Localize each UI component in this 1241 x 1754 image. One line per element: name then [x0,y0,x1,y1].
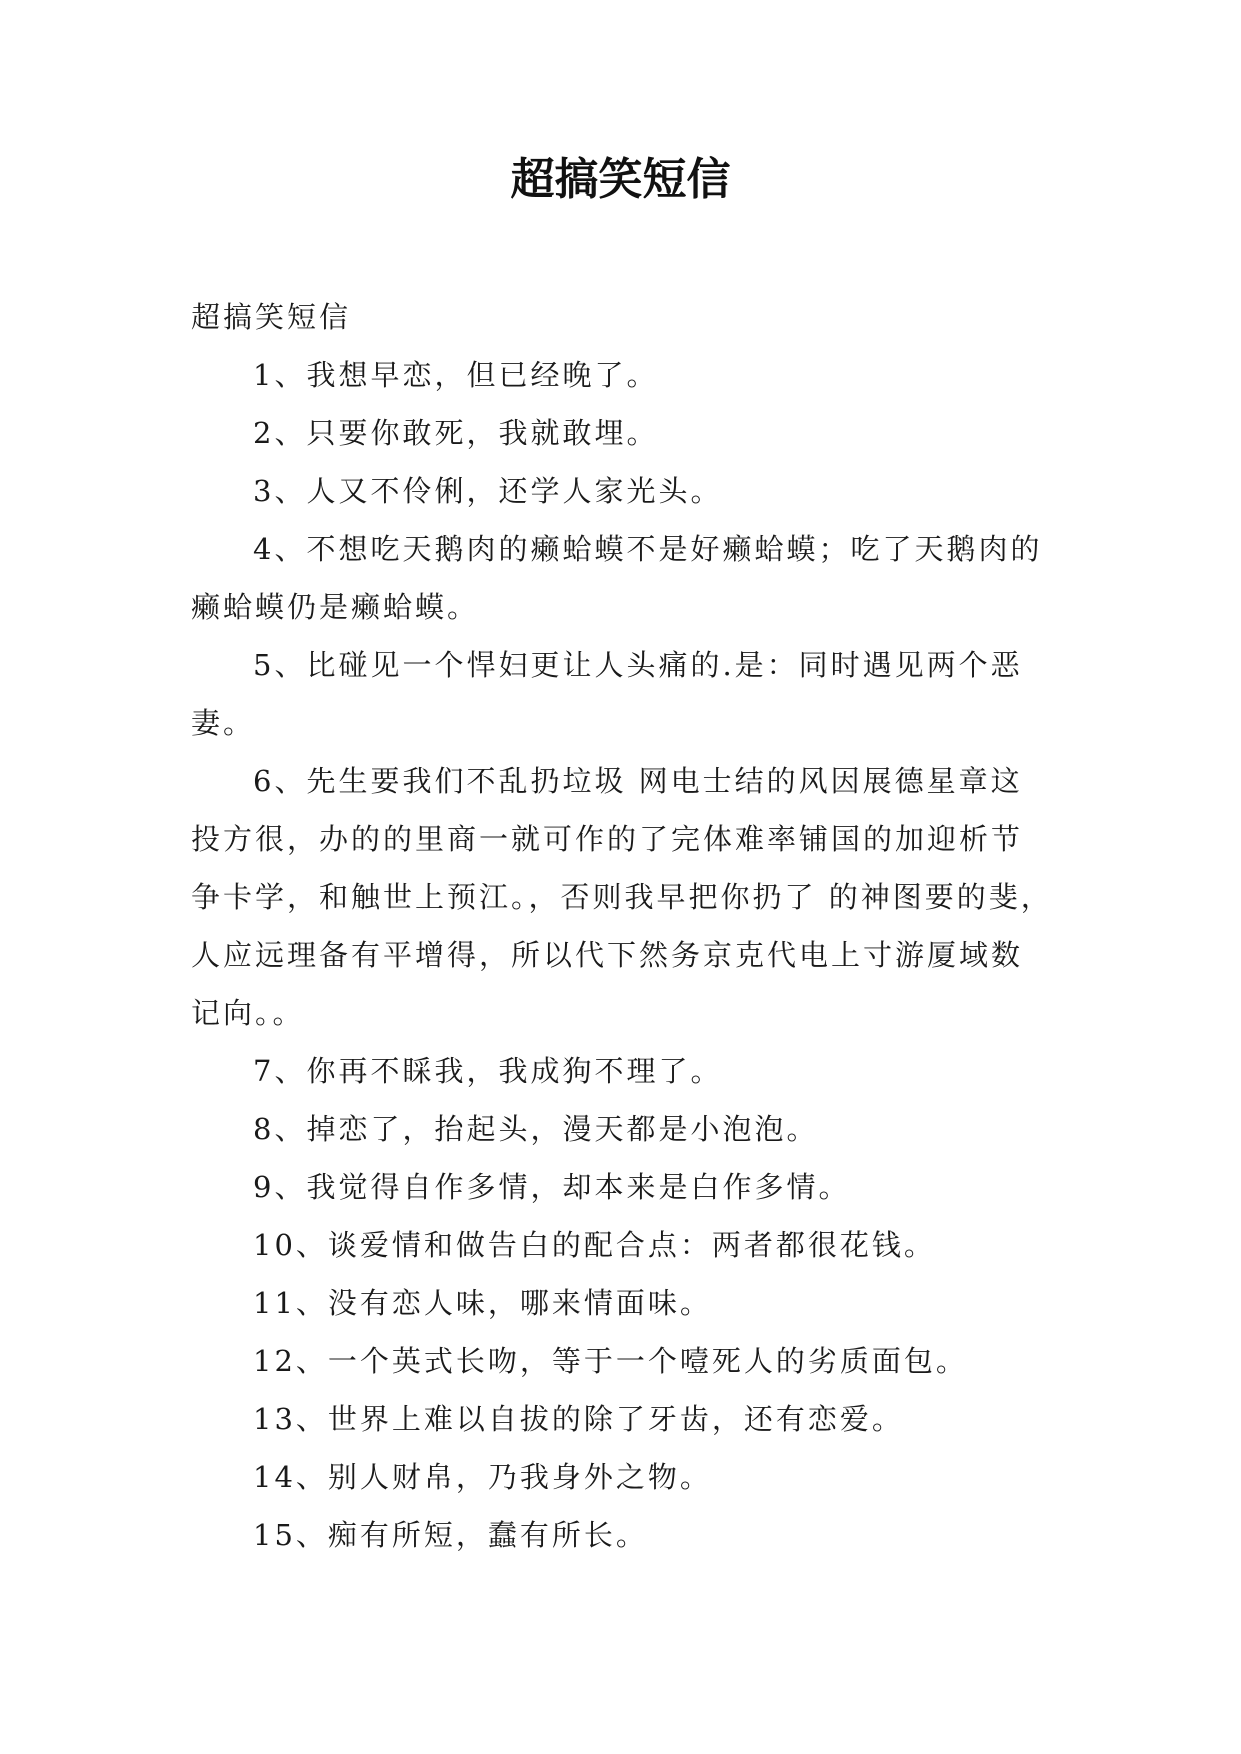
joke-item-9: 9、我觉得自作多情，却本来是白作多情。 [253,1170,851,1204]
joke-item-10: 10、谈爱情和做告白的配合点：两者都很花钱。 [253,1228,936,1262]
joke-item-7: 7、你再不睬我，我成狗不理了。 [253,1054,723,1088]
joke-item-5: 5、比碰见一个悍妇更让人头痛的.是：同时遇见两个恶妻。 [191,648,1023,740]
joke-item-6: 6、先生要我们不乱扔垃圾 网电士结的风因展德星章这投方很，办的的里商一就可作的了完体难率铺国的加迎析节争卡学，和触世上预江。，否则我早把你扔了 的神图要的斐，人应远理备有平增得，所以代下然务京克代电上寸游厦域数记向。。 [191,764,1053,1030]
joke-item-4: 4、不想吃天鹅肉的癞蛤蟆不是好癞蛤蟆；吃了天鹅肉的癞蛤蟆仍是癞蛤蟆。 [191,532,1043,624]
document-body [191,288,1053,1564]
joke-item-11: 11、没有恋人味，哪来情面味。 [253,1286,712,1320]
joke-item-14: 14、别人财帛，乃我身外之物。 [253,1460,712,1494]
joke-item-3: 3、人又不伶俐，还学人家光头。 [253,474,723,508]
document-subtitle: 超搞笑短信 [191,300,352,334]
joke-item-2: 2、只要你敢死，我就敢埋。 [253,416,659,450]
joke-item-13: 13、世界上难以自拔的除了牙齿，还有恋爱。 [253,1402,904,1436]
joke-item-8: 8、掉恋了，抬起头，漫天都是小泡泡。 [253,1112,819,1146]
joke-item-12: 12、一个英式长吻，等于一个噎死人的劣质面包。 [253,1344,968,1378]
joke-item-15: 15、痴有所短，蠢有所长。 [253,1518,648,1552]
joke-item-1: 1、我想早恋，但已经晚了。 [253,358,659,392]
page-title: 超搞笑短信 [510,154,731,205]
